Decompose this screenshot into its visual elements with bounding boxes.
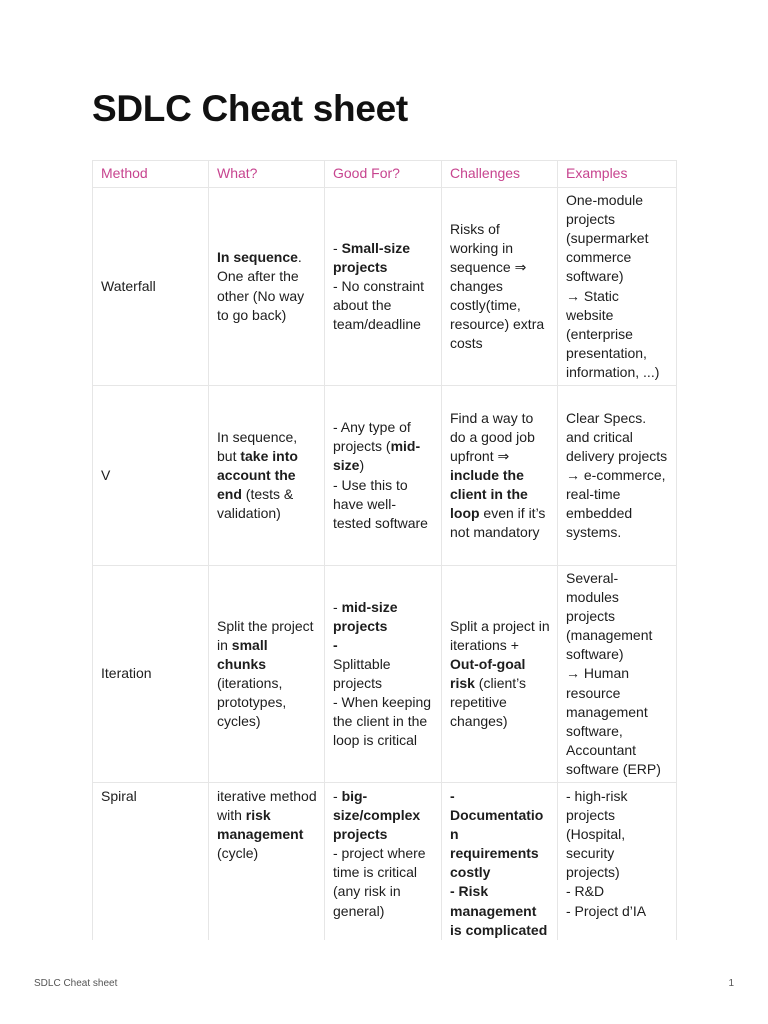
challenges-cell: - Documentation requirements costly - Risk management is complicated bbox=[442, 783, 558, 940]
what-cell: Split the project in small chunks (iterations, prototypes, cycles) bbox=[209, 566, 325, 783]
method-cell: V bbox=[93, 386, 209, 566]
examples-cell: One-module projects (supermarket commerce software) → Static website (enterprise presentation, information, ...) bbox=[558, 188, 677, 386]
table-header-row bbox=[93, 161, 677, 188]
table-row-waterfall bbox=[93, 188, 677, 386]
footer-page-number: 1 bbox=[728, 978, 734, 989]
what-cell: In sequence. One after the other (No way to go back) bbox=[209, 188, 325, 386]
method-cell: Iteration bbox=[93, 566, 209, 783]
good-for-cell: - Any type of projects (mid-size) - Use this to have well-tested software bbox=[325, 386, 442, 566]
good-for-cell: - mid-size projects - Splittable projects - When keeping the client in the loop is critical bbox=[325, 566, 442, 783]
method-cell: Spiral bbox=[93, 783, 209, 940]
challenges-cell: Find a way to do a good job upfront ⇒ include the client in the loop even if it’s not mandatory bbox=[442, 386, 558, 566]
method-cell: Waterfall bbox=[93, 188, 209, 386]
column-header-good-for: Good For? bbox=[325, 161, 442, 188]
examples-cell: Clear Specs. and critical delivery projects → e-commerce, real-time embedded systems. bbox=[558, 386, 677, 566]
examples-cell: - high-risk projects (Hospital, security projects) - R&D - Project d’IA bbox=[558, 783, 677, 940]
what-cell: In sequence, but take into account the end (tests & validation) bbox=[209, 386, 325, 566]
page-title: SDLC Cheat sheet bbox=[92, 88, 408, 129]
column-header-what: What? bbox=[209, 161, 325, 188]
column-header-challenges: Challenges bbox=[442, 161, 558, 188]
challenges-cell: Split a project in iterations + Out-of-goal risk (client’s repetitive changes) bbox=[442, 566, 558, 783]
column-header-method: Method bbox=[93, 161, 209, 188]
sdlc-table bbox=[92, 160, 677, 940]
examples-cell: Several-modules projects (management software) → Human resource management software, Accountant software (ERP) bbox=[558, 566, 677, 783]
good-for-cell: - big-size/complex projects - project where time is critical (any risk in general) bbox=[325, 783, 442, 940]
table-row-v bbox=[93, 386, 677, 566]
footer-document-title: SDLC Cheat sheet bbox=[34, 978, 118, 989]
what-cell: iterative method with risk management (cycle) bbox=[209, 783, 325, 940]
table-row-spiral bbox=[93, 783, 677, 940]
table-row-iteration bbox=[93, 566, 677, 783]
challenges-cell: Risks of working in sequence ⇒ changes costly(time, resource) extra costs bbox=[442, 188, 558, 386]
good-for-cell: - Small-size projects - No constraint about the team/deadline bbox=[325, 188, 442, 386]
column-header-examples: Examples bbox=[558, 161, 677, 188]
